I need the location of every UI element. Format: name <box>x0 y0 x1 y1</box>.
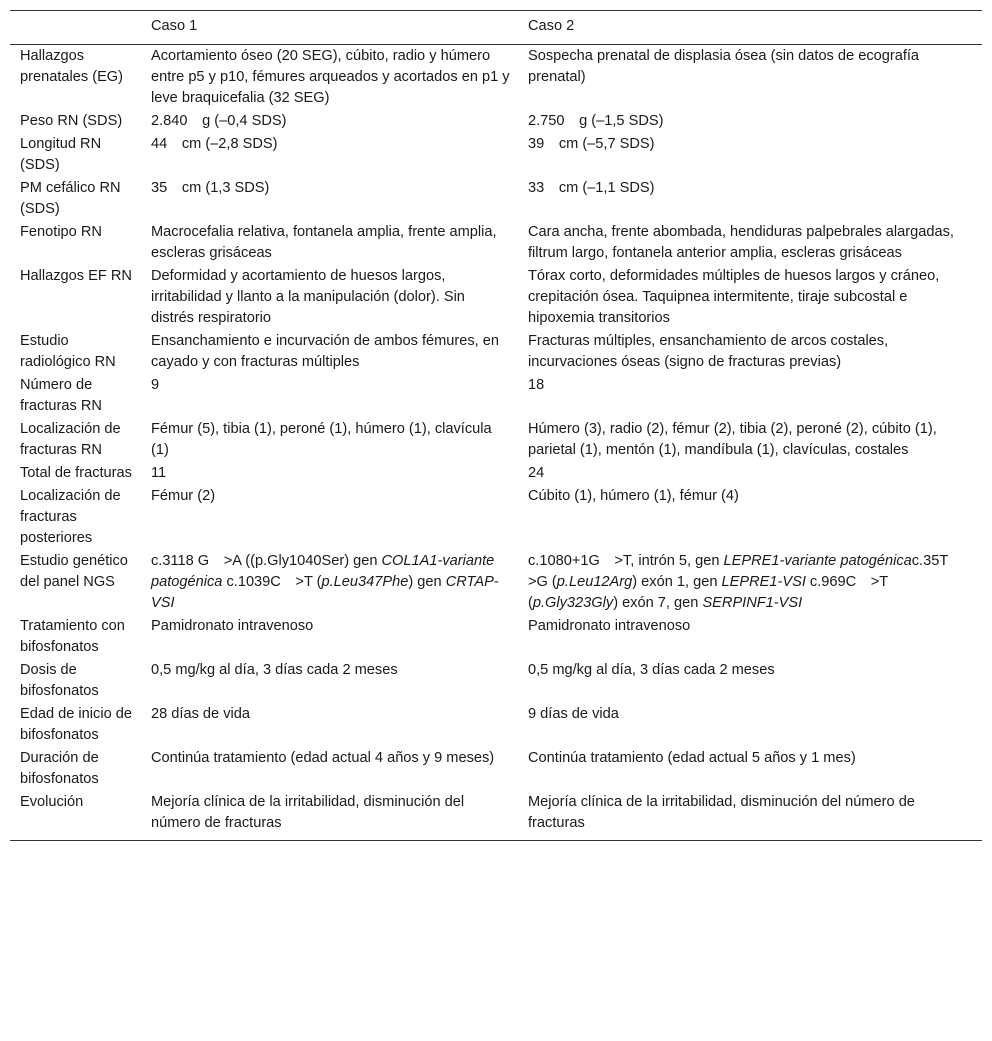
caso-2-cell: Cúbito (1), húmero (1), fémur (4) <box>528 488 739 504</box>
caso-1-cell: Ensanchamiento e incurvación de ambos fémures, en cayado y con fracturas múltiples <box>151 333 500 370</box>
caso-2-cell: 39 cm (–5,7 SDS) <box>528 136 655 152</box>
row-label: Tratamiento con bifosfonatos <box>20 618 125 655</box>
caso-1-cell: 28 días de vida <box>151 706 250 722</box>
caso-1-cell: Fémur (2) <box>151 488 216 504</box>
gen-text: c.3118 G >A ((p.Gly1040Ser) gen <box>151 553 382 569</box>
row-label: Dosis de bifosfonatos <box>20 662 99 699</box>
caso-1-cell: Fémur (5), tibia (1), peroné (1), húmero (1), clavícula (1) <box>151 421 492 458</box>
table-row <box>10 45 982 111</box>
gen-italic: CRTAP-VSI <box>151 574 499 611</box>
caso-2-cell: 24 <box>528 465 545 481</box>
caso-1-cell: Acortamiento óseo (20 SEG), cúbito, radio y húmero entre p5 y p10, fémures arqueados y acortados en p1 y leve braquicefalia (32 SEG) <box>151 48 510 106</box>
header-empty <box>10 11 141 45</box>
gen-text: c.1080+1G >T, intrón 5, gen <box>528 553 724 569</box>
header-caso-2: Caso 2 <box>528 18 575 34</box>
table-row <box>10 615 982 659</box>
comparison-table <box>10 10 982 841</box>
caso-2-cell: Tórax corto, deformidades múltiples de huesos largos y cráneo, crepitación ósea. Taquipnea intermitente, tiraje subcostal e hipoxemia transitorios <box>528 268 940 326</box>
row-label: Evolución <box>20 794 84 810</box>
gen-italic: p.Leu347Phe <box>321 574 409 590</box>
caso-2-cell: Húmero (3), radio (2), fémur (2), tibia (2), peroné (2), cúbito (1), parietal (1), mentón (1), mandíbula (1), clavículas, costales <box>528 421 937 458</box>
table-row <box>10 418 982 462</box>
gen-italic: LEPRE1-variante patogénica <box>723 553 912 569</box>
caso-2-cell: 9 días de vida <box>528 706 619 722</box>
caso-2-cell: 33 cm (–1,1 SDS) <box>528 180 655 196</box>
caso-1-cell: Mejoría clínica de la irritabilidad, disminución del número de fracturas <box>151 794 465 831</box>
table-row <box>10 330 982 374</box>
caso-2-cell: Cara ancha, frente abombada, hendiduras palpebrales alargadas, filtrum largo, fontanela anterior amplia, escleras grisáceas <box>528 224 954 261</box>
caso-2-cell: Sospecha prenatal de displasia ósea (sin datos de ecografía prenatal) <box>528 48 920 85</box>
table-row <box>10 462 982 485</box>
row-label: Estudio genético del panel NGS <box>20 553 128 590</box>
row-label: Localización de fracturas posteriores <box>20 488 121 546</box>
table-row <box>10 265 982 330</box>
gen-text: ) exón 1, gen <box>632 574 722 590</box>
caso-1-cell <box>141 550 518 615</box>
table-row <box>10 747 982 791</box>
row-label: Edad de inicio de bifosfonatos <box>20 706 132 743</box>
caso-2-cell: Mejoría clínica de la irritabilidad, disminución del número de fracturas <box>528 794 915 831</box>
gen-text: ) gen <box>408 574 446 590</box>
table-row <box>10 659 982 703</box>
caso-1-cell: Continúa tratamiento (edad actual 4 años y 9 meses) <box>151 750 495 766</box>
gen-italic: LEPRE1-VSI <box>721 574 806 590</box>
row-label: Peso RN (SDS) <box>20 113 123 129</box>
gen-italic: p.Leu12Arg <box>556 574 633 590</box>
caso-1-cell: 11 <box>151 465 167 481</box>
row-label: Número de fracturas RN <box>20 377 102 414</box>
document-page <box>10 10 982 841</box>
row-label: Duración de bifosfonatos <box>20 750 99 787</box>
caso-2-cell: 0,5 mg/kg al día, 3 días cada 2 meses <box>528 662 775 678</box>
header-caso-1: Caso 1 <box>151 18 198 34</box>
table-row <box>10 133 982 177</box>
caso-1-cell: Deformidad y acortamiento de huesos largos, irritabilidad y llanto a la manipulación (dolor). Sin distrés respiratorio <box>151 268 465 326</box>
row-label: Hallazgos EF RN <box>20 268 132 284</box>
table-row <box>10 221 982 265</box>
caso-2-cell: 18 <box>528 377 545 393</box>
caso-1-cell: Macrocefalia relativa, fontanela amplia, frente amplia, escleras grisáceas <box>151 224 497 261</box>
row-label: Fenotipo RN <box>20 224 102 240</box>
caso-2-cell: 2.750 g (–1,5 SDS) <box>528 113 664 129</box>
caso-1-cell: 0,5 mg/kg al día, 3 días cada 2 meses <box>151 662 398 678</box>
caso-2-cell: Pamidronato intravenoso <box>528 618 691 634</box>
gen-text: c.969C >T ( <box>528 574 888 611</box>
gen-text: ) exón 7, gen <box>613 595 703 611</box>
row-label: PM cefálico RN (SDS) <box>20 180 121 217</box>
row-label: Localización de fracturas RN <box>20 421 121 458</box>
caso-2-cell: Fracturas múltiples, ensanchamiento de arcos costales, incurvaciones óseas (signo de fracturas previas) <box>528 333 889 370</box>
table-row <box>10 110 982 133</box>
row-label: Longitud RN (SDS) <box>20 136 102 173</box>
caso-1-cell: 44 cm (–2,8 SDS) <box>151 136 278 152</box>
table-row <box>10 791 982 841</box>
caso-2-cell: Continúa tratamiento (edad actual 5 años y 1 mes) <box>528 750 856 766</box>
table-row <box>10 485 982 550</box>
table-row <box>10 550 982 615</box>
row-label: Hallazgos prenatales (EG) <box>20 48 124 85</box>
gen-italic: SERPINF1-VSI <box>702 595 803 611</box>
caso-1-cell: 9 <box>151 377 160 393</box>
caso-1-cell: 35 cm (1,3 SDS) <box>151 180 270 196</box>
gen-text: c.35T >G ( <box>528 553 963 590</box>
row-label: Total de fracturas <box>20 465 132 481</box>
table-row <box>10 703 982 747</box>
caso-2-cell <box>518 550 982 615</box>
table-row <box>10 177 982 221</box>
row-label: Estudio radiológico RN <box>20 333 116 370</box>
caso-1-cell: Pamidronato intravenoso <box>151 618 314 634</box>
header-row <box>10 11 982 45</box>
gen-italic: p.Gly323Gly <box>532 595 614 611</box>
gen-italic: COL1A1-variante patogénica <box>151 553 495 590</box>
gen-text: c.1039C >T ( <box>222 574 322 590</box>
caso-1-cell: 2.840 g (–0,4 SDS) <box>151 113 287 129</box>
table-row <box>10 374 982 418</box>
